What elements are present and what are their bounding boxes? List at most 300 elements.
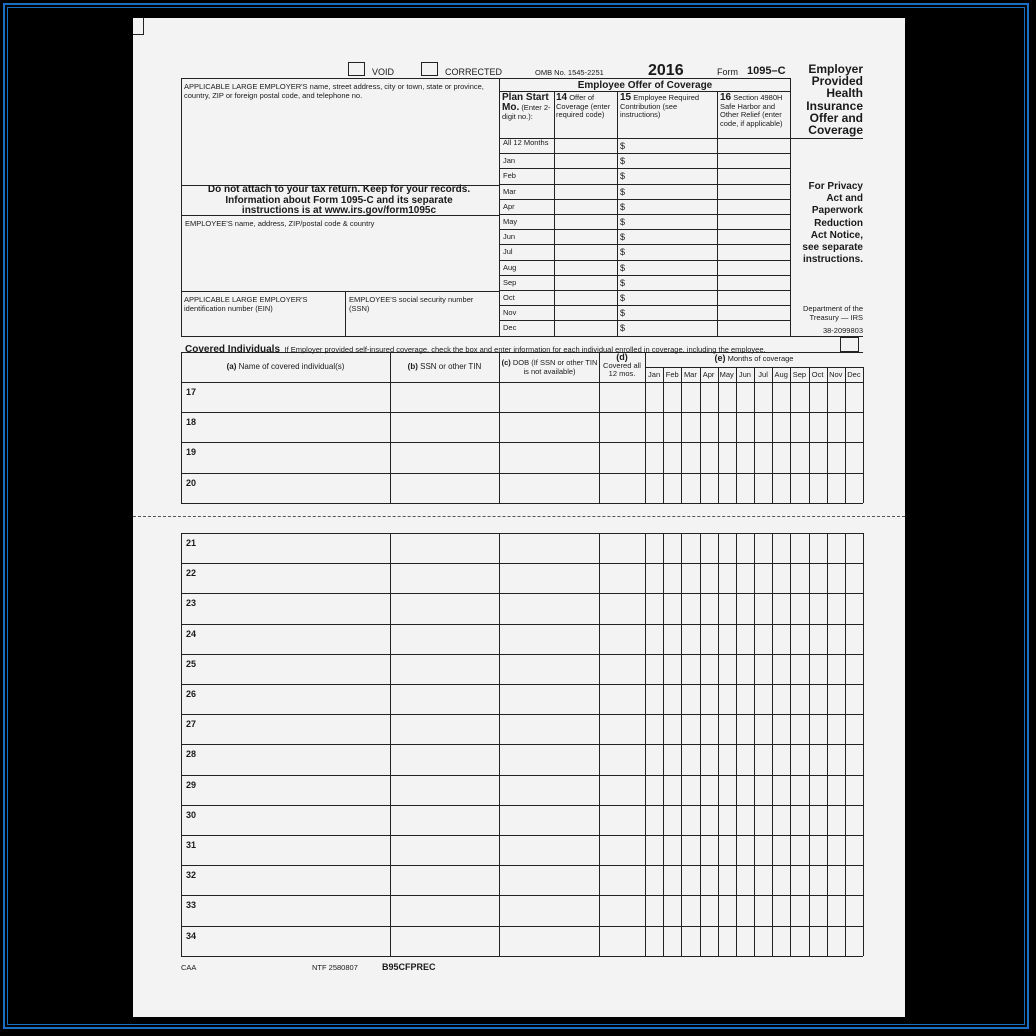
- line16-input-all-12-months[interactable]: [718, 139, 789, 152]
- month-checkbox-25-sep[interactable]: [791, 655, 807, 683]
- month-checkbox-27-jun[interactable]: [737, 715, 753, 743]
- month-checkbox-17-jun[interactable]: [737, 383, 753, 411]
- month-checkbox-20-jun[interactable]: [737, 474, 753, 502]
- covered-dob-input-25[interactable]: [500, 655, 598, 683]
- covered-name-input-30[interactable]: [182, 806, 390, 834]
- month-checkbox-23-feb[interactable]: [664, 594, 680, 622]
- month-checkbox-21-oct[interactable]: [810, 534, 826, 562]
- month-checkbox-19-apr[interactable]: [701, 443, 717, 471]
- month-checkbox-25-nov[interactable]: [828, 655, 844, 683]
- covered-all12-checkbox-20[interactable]: [600, 474, 644, 502]
- month-checkbox-18-jul[interactable]: [755, 413, 771, 441]
- month-checkbox-24-jul[interactable]: [755, 625, 771, 653]
- covered-name-input-28[interactable]: [182, 745, 390, 773]
- covered-name-input-34[interactable]: [182, 927, 390, 955]
- covered-ssn-input-29[interactable]: [391, 776, 498, 804]
- month-checkbox-19-jun[interactable]: [737, 443, 753, 471]
- month-checkbox-21-mar[interactable]: [682, 534, 698, 562]
- month-checkbox-34-sep[interactable]: [791, 927, 807, 955]
- month-checkbox-34-jan[interactable]: [646, 927, 662, 955]
- month-checkbox-25-apr[interactable]: [701, 655, 717, 683]
- line16-input-aug[interactable]: [718, 261, 789, 274]
- month-checkbox-28-may[interactable]: [719, 745, 735, 773]
- month-checkbox-27-may[interactable]: [719, 715, 735, 743]
- month-checkbox-23-apr[interactable]: [701, 594, 717, 622]
- line14-input-jul[interactable]: [555, 245, 616, 258]
- covered-all12-checkbox-22[interactable]: [600, 564, 644, 592]
- month-checkbox-33-dec[interactable]: [846, 896, 862, 924]
- month-checkbox-21-nov[interactable]: [828, 534, 844, 562]
- month-checkbox-26-jan[interactable]: [646, 685, 662, 713]
- covered-all12-checkbox-18[interactable]: [600, 413, 644, 441]
- line14-input-jan[interactable]: [555, 154, 616, 167]
- covered-ssn-input-27[interactable]: [391, 715, 498, 743]
- month-checkbox-26-oct[interactable]: [810, 685, 826, 713]
- month-checkbox-27-jul[interactable]: [755, 715, 771, 743]
- month-checkbox-29-mar[interactable]: [682, 776, 698, 804]
- month-checkbox-25-jan[interactable]: [646, 655, 662, 683]
- month-checkbox-20-may[interactable]: [719, 474, 735, 502]
- month-checkbox-24-apr[interactable]: [701, 625, 717, 653]
- month-checkbox-20-jul[interactable]: [755, 474, 771, 502]
- covered-all12-checkbox-27[interactable]: [600, 715, 644, 743]
- line15-input-aug[interactable]: [628, 261, 716, 274]
- month-checkbox-27-dec[interactable]: [846, 715, 862, 743]
- covered-dob-input-34[interactable]: [500, 927, 598, 955]
- line15-input-apr[interactable]: [628, 200, 716, 213]
- month-checkbox-22-oct[interactable]: [810, 564, 826, 592]
- month-checkbox-18-jan[interactable]: [646, 413, 662, 441]
- covered-all12-checkbox-31[interactable]: [600, 836, 644, 864]
- month-checkbox-23-mar[interactable]: [682, 594, 698, 622]
- month-checkbox-22-nov[interactable]: [828, 564, 844, 592]
- month-checkbox-18-oct[interactable]: [810, 413, 826, 441]
- month-checkbox-30-nov[interactable]: [828, 806, 844, 834]
- month-checkbox-20-mar[interactable]: [682, 474, 698, 502]
- month-checkbox-19-mar[interactable]: [682, 443, 698, 471]
- month-checkbox-17-feb[interactable]: [664, 383, 680, 411]
- covered-all12-checkbox-29[interactable]: [600, 776, 644, 804]
- line15-input-mar[interactable]: [628, 185, 716, 198]
- month-checkbox-23-oct[interactable]: [810, 594, 826, 622]
- month-checkbox-24-oct[interactable]: [810, 625, 826, 653]
- covered-dob-input-29[interactable]: [500, 776, 598, 804]
- month-checkbox-25-feb[interactable]: [664, 655, 680, 683]
- month-checkbox-20-nov[interactable]: [828, 474, 844, 502]
- month-checkbox-28-jun[interactable]: [737, 745, 753, 773]
- line16-input-dec[interactable]: [718, 321, 789, 334]
- month-checkbox-28-sep[interactable]: [791, 745, 807, 773]
- month-checkbox-32-may[interactable]: [719, 866, 735, 894]
- month-checkbox-27-sep[interactable]: [791, 715, 807, 743]
- covered-name-input-32[interactable]: [182, 866, 390, 894]
- line15-input-jul[interactable]: [628, 245, 716, 258]
- line16-input-sep[interactable]: [718, 276, 789, 289]
- month-checkbox-23-jan[interactable]: [646, 594, 662, 622]
- line14-input-nov[interactable]: [555, 306, 616, 319]
- month-checkbox-18-feb[interactable]: [664, 413, 680, 441]
- covered-ssn-input-24[interactable]: [391, 625, 498, 653]
- month-checkbox-17-nov[interactable]: [828, 383, 844, 411]
- covered-name-input-27[interactable]: [182, 715, 390, 743]
- covered-dob-input-32[interactable]: [500, 866, 598, 894]
- covered-name-input-33[interactable]: [182, 896, 390, 924]
- covered-ssn-input-32[interactable]: [391, 866, 498, 894]
- month-checkbox-34-dec[interactable]: [846, 927, 862, 955]
- month-checkbox-18-apr[interactable]: [701, 413, 717, 441]
- month-checkbox-19-nov[interactable]: [828, 443, 844, 471]
- month-checkbox-18-aug[interactable]: [773, 413, 789, 441]
- month-checkbox-24-mar[interactable]: [682, 625, 698, 653]
- covered-ssn-input-19[interactable]: [391, 443, 498, 471]
- covered-name-input-20[interactable]: [182, 474, 390, 502]
- line14-input-dec[interactable]: [555, 321, 616, 334]
- line15-input-oct[interactable]: [628, 291, 716, 304]
- month-checkbox-34-mar[interactable]: [682, 927, 698, 955]
- month-checkbox-29-aug[interactable]: [773, 776, 789, 804]
- month-checkbox-18-mar[interactable]: [682, 413, 698, 441]
- line16-input-jan[interactable]: [718, 154, 789, 167]
- month-checkbox-26-aug[interactable]: [773, 685, 789, 713]
- month-checkbox-29-nov[interactable]: [828, 776, 844, 804]
- covered-name-input-21[interactable]: [182, 534, 390, 562]
- covered-name-input-19[interactable]: [182, 443, 390, 471]
- month-checkbox-34-jun[interactable]: [737, 927, 753, 955]
- line16-input-nov[interactable]: [718, 306, 789, 319]
- covered-name-input-29[interactable]: [182, 776, 390, 804]
- month-checkbox-18-dec[interactable]: [846, 413, 862, 441]
- line14-input-aug[interactable]: [555, 261, 616, 274]
- month-checkbox-25-oct[interactable]: [810, 655, 826, 683]
- line15-input-all-12-months[interactable]: [628, 139, 716, 152]
- month-checkbox-30-jun[interactable]: [737, 806, 753, 834]
- month-checkbox-33-aug[interactable]: [773, 896, 789, 924]
- month-checkbox-33-jun[interactable]: [737, 896, 753, 924]
- month-checkbox-34-may[interactable]: [719, 927, 735, 955]
- covered-ssn-input-26[interactable]: [391, 685, 498, 713]
- month-checkbox-32-feb[interactable]: [664, 866, 680, 894]
- line16-input-may[interactable]: [718, 215, 789, 228]
- covered-all12-checkbox-33[interactable]: [600, 896, 644, 924]
- month-checkbox-23-sep[interactable]: [791, 594, 807, 622]
- month-checkbox-29-dec[interactable]: [846, 776, 862, 804]
- month-checkbox-24-sep[interactable]: [791, 625, 807, 653]
- covered-dob-input-18[interactable]: [500, 413, 598, 441]
- month-checkbox-24-may[interactable]: [719, 625, 735, 653]
- covered-dob-input-24[interactable]: [500, 625, 598, 653]
- month-checkbox-18-may[interactable]: [719, 413, 735, 441]
- covered-all12-checkbox-26[interactable]: [600, 685, 644, 713]
- month-checkbox-33-mar[interactable]: [682, 896, 698, 924]
- month-checkbox-32-jun[interactable]: [737, 866, 753, 894]
- month-checkbox-22-jul[interactable]: [755, 564, 771, 592]
- line14-input-all-12-months[interactable]: [555, 139, 616, 152]
- month-checkbox-32-nov[interactable]: [828, 866, 844, 894]
- month-checkbox-33-jul[interactable]: [755, 896, 771, 924]
- month-checkbox-28-jul[interactable]: [755, 745, 771, 773]
- line15-input-nov[interactable]: [628, 306, 716, 319]
- month-checkbox-31-sep[interactable]: [791, 836, 807, 864]
- month-checkbox-28-jan[interactable]: [646, 745, 662, 773]
- line14-input-oct[interactable]: [555, 291, 616, 304]
- month-checkbox-20-aug[interactable]: [773, 474, 789, 502]
- void-checkbox[interactable]: [348, 62, 365, 76]
- month-checkbox-25-aug[interactable]: [773, 655, 789, 683]
- month-checkbox-20-sep[interactable]: [791, 474, 807, 502]
- month-checkbox-30-may[interactable]: [719, 806, 735, 834]
- month-checkbox-29-feb[interactable]: [664, 776, 680, 804]
- month-checkbox-22-mar[interactable]: [682, 564, 698, 592]
- month-checkbox-33-apr[interactable]: [701, 896, 717, 924]
- month-checkbox-30-feb[interactable]: [664, 806, 680, 834]
- covered-dob-input-28[interactable]: [500, 745, 598, 773]
- month-checkbox-33-feb[interactable]: [664, 896, 680, 924]
- covered-ssn-input-25[interactable]: [391, 655, 498, 683]
- month-checkbox-17-aug[interactable]: [773, 383, 789, 411]
- month-checkbox-28-oct[interactable]: [810, 745, 826, 773]
- covered-dob-input-21[interactable]: [500, 534, 598, 562]
- month-checkbox-23-jun[interactable]: [737, 594, 753, 622]
- month-checkbox-28-mar[interactable]: [682, 745, 698, 773]
- line16-input-apr[interactable]: [718, 200, 789, 213]
- covered-ssn-input-21[interactable]: [391, 534, 498, 562]
- covered-all12-checkbox-34[interactable]: [600, 927, 644, 955]
- month-checkbox-30-sep[interactable]: [791, 806, 807, 834]
- month-checkbox-28-aug[interactable]: [773, 745, 789, 773]
- line15-input-jan[interactable]: [628, 154, 716, 167]
- month-checkbox-22-jun[interactable]: [737, 564, 753, 592]
- covered-ssn-input-28[interactable]: [391, 745, 498, 773]
- month-checkbox-17-dec[interactable]: [846, 383, 862, 411]
- month-checkbox-20-apr[interactable]: [701, 474, 717, 502]
- month-checkbox-34-feb[interactable]: [664, 927, 680, 955]
- month-checkbox-29-jun[interactable]: [737, 776, 753, 804]
- month-checkbox-21-may[interactable]: [719, 534, 735, 562]
- month-checkbox-31-dec[interactable]: [846, 836, 862, 864]
- month-checkbox-25-jul[interactable]: [755, 655, 771, 683]
- line16-input-jul[interactable]: [718, 245, 789, 258]
- month-checkbox-26-nov[interactable]: [828, 685, 844, 713]
- covered-dob-input-27[interactable]: [500, 715, 598, 743]
- month-checkbox-24-jan[interactable]: [646, 625, 662, 653]
- month-checkbox-32-dec[interactable]: [846, 866, 862, 894]
- month-checkbox-20-oct[interactable]: [810, 474, 826, 502]
- line15-input-sep[interactable]: [628, 276, 716, 289]
- line15-input-may[interactable]: [628, 215, 716, 228]
- month-checkbox-18-nov[interactable]: [828, 413, 844, 441]
- month-checkbox-27-oct[interactable]: [810, 715, 826, 743]
- covered-name-input-22[interactable]: [182, 564, 390, 592]
- month-checkbox-24-aug[interactable]: [773, 625, 789, 653]
- month-checkbox-34-jul[interactable]: [755, 927, 771, 955]
- covered-dob-input-19[interactable]: [500, 443, 598, 471]
- month-checkbox-21-jan[interactable]: [646, 534, 662, 562]
- month-checkbox-18-jun[interactable]: [737, 413, 753, 441]
- month-checkbox-23-dec[interactable]: [846, 594, 862, 622]
- covered-all12-checkbox-32[interactable]: [600, 866, 644, 894]
- month-checkbox-27-aug[interactable]: [773, 715, 789, 743]
- self-insured-checkbox[interactable]: [840, 337, 859, 352]
- month-checkbox-20-feb[interactable]: [664, 474, 680, 502]
- month-checkbox-25-dec[interactable]: [846, 655, 862, 683]
- covered-all12-checkbox-19[interactable]: [600, 443, 644, 471]
- month-checkbox-34-nov[interactable]: [828, 927, 844, 955]
- month-checkbox-27-jan[interactable]: [646, 715, 662, 743]
- month-checkbox-19-jul[interactable]: [755, 443, 771, 471]
- month-checkbox-29-sep[interactable]: [791, 776, 807, 804]
- line16-input-oct[interactable]: [718, 291, 789, 304]
- line14-input-feb[interactable]: [555, 169, 616, 182]
- month-checkbox-20-jan[interactable]: [646, 474, 662, 502]
- month-checkbox-26-apr[interactable]: [701, 685, 717, 713]
- month-checkbox-32-apr[interactable]: [701, 866, 717, 894]
- covered-all12-checkbox-30[interactable]: [600, 806, 644, 834]
- covered-ssn-input-33[interactable]: [391, 896, 498, 924]
- line16-input-mar[interactable]: [718, 185, 789, 198]
- covered-dob-input-31[interactable]: [500, 836, 598, 864]
- month-checkbox-27-mar[interactable]: [682, 715, 698, 743]
- month-checkbox-28-feb[interactable]: [664, 745, 680, 773]
- covered-ssn-input-20[interactable]: [391, 474, 498, 502]
- month-checkbox-17-oct[interactable]: [810, 383, 826, 411]
- month-checkbox-29-apr[interactable]: [701, 776, 717, 804]
- month-checkbox-22-apr[interactable]: [701, 564, 717, 592]
- covered-name-input-23[interactable]: [182, 594, 390, 622]
- month-checkbox-34-aug[interactable]: [773, 927, 789, 955]
- month-checkbox-31-may[interactable]: [719, 836, 735, 864]
- month-checkbox-19-feb[interactable]: [664, 443, 680, 471]
- month-checkbox-27-feb[interactable]: [664, 715, 680, 743]
- covered-ssn-input-31[interactable]: [391, 836, 498, 864]
- month-checkbox-22-jan[interactable]: [646, 564, 662, 592]
- month-checkbox-34-apr[interactable]: [701, 927, 717, 955]
- month-checkbox-27-nov[interactable]: [828, 715, 844, 743]
- month-checkbox-32-jul[interactable]: [755, 866, 771, 894]
- month-checkbox-24-jun[interactable]: [737, 625, 753, 653]
- month-checkbox-24-nov[interactable]: [828, 625, 844, 653]
- month-checkbox-28-dec[interactable]: [846, 745, 862, 773]
- month-checkbox-21-sep[interactable]: [791, 534, 807, 562]
- month-checkbox-21-jul[interactable]: [755, 534, 771, 562]
- covered-ssn-input-17[interactable]: [391, 383, 498, 411]
- month-checkbox-17-jan[interactable]: [646, 383, 662, 411]
- month-checkbox-29-jan[interactable]: [646, 776, 662, 804]
- month-checkbox-33-oct[interactable]: [810, 896, 826, 924]
- month-checkbox-19-aug[interactable]: [773, 443, 789, 471]
- month-checkbox-23-aug[interactable]: [773, 594, 789, 622]
- line15-input-jun[interactable]: [628, 230, 716, 243]
- month-checkbox-25-mar[interactable]: [682, 655, 698, 683]
- covered-ssn-input-30[interactable]: [391, 806, 498, 834]
- month-checkbox-26-mar[interactable]: [682, 685, 698, 713]
- month-checkbox-33-jan[interactable]: [646, 896, 662, 924]
- covered-name-input-31[interactable]: [182, 836, 390, 864]
- line14-input-may[interactable]: [555, 215, 616, 228]
- month-checkbox-28-nov[interactable]: [828, 745, 844, 773]
- line16-input-jun[interactable]: [718, 230, 789, 243]
- covered-ssn-input-22[interactable]: [391, 564, 498, 592]
- month-checkbox-33-sep[interactable]: [791, 896, 807, 924]
- line16-input-feb[interactable]: [718, 169, 789, 182]
- month-checkbox-21-dec[interactable]: [846, 534, 862, 562]
- line15-input-dec[interactable]: [628, 321, 716, 334]
- month-checkbox-32-oct[interactable]: [810, 866, 826, 894]
- covered-dob-input-17[interactable]: [500, 383, 598, 411]
- covered-name-input-25[interactable]: [182, 655, 390, 683]
- month-checkbox-23-nov[interactable]: [828, 594, 844, 622]
- month-checkbox-17-jul[interactable]: [755, 383, 771, 411]
- month-checkbox-17-apr[interactable]: [701, 383, 717, 411]
- covered-dob-input-20[interactable]: [500, 474, 598, 502]
- month-checkbox-30-jan[interactable]: [646, 806, 662, 834]
- month-checkbox-31-aug[interactable]: [773, 836, 789, 864]
- month-checkbox-31-mar[interactable]: [682, 836, 698, 864]
- covered-all12-checkbox-24[interactable]: [600, 625, 644, 653]
- month-checkbox-21-apr[interactable]: [701, 534, 717, 562]
- month-checkbox-19-sep[interactable]: [791, 443, 807, 471]
- line14-input-jun[interactable]: [555, 230, 616, 243]
- month-checkbox-27-apr[interactable]: [701, 715, 717, 743]
- month-checkbox-28-apr[interactable]: [701, 745, 717, 773]
- month-checkbox-30-oct[interactable]: [810, 806, 826, 834]
- month-checkbox-32-jan[interactable]: [646, 866, 662, 894]
- covered-name-input-18[interactable]: [182, 413, 390, 441]
- month-checkbox-30-dec[interactable]: [846, 806, 862, 834]
- covered-all12-checkbox-17[interactable]: [600, 383, 644, 411]
- month-checkbox-31-jun[interactable]: [737, 836, 753, 864]
- month-checkbox-31-apr[interactable]: [701, 836, 717, 864]
- covered-all12-checkbox-28[interactable]: [600, 745, 644, 773]
- month-checkbox-29-may[interactable]: [719, 776, 735, 804]
- covered-ssn-input-18[interactable]: [391, 413, 498, 441]
- month-checkbox-33-may[interactable]: [719, 896, 735, 924]
- month-checkbox-31-feb[interactable]: [664, 836, 680, 864]
- line14-input-mar[interactable]: [555, 185, 616, 198]
- month-checkbox-31-jan[interactable]: [646, 836, 662, 864]
- covered-dob-input-22[interactable]: [500, 564, 598, 592]
- month-checkbox-30-apr[interactable]: [701, 806, 717, 834]
- month-checkbox-26-feb[interactable]: [664, 685, 680, 713]
- month-checkbox-20-dec[interactable]: [846, 474, 862, 502]
- line15-input-feb[interactable]: [628, 169, 716, 182]
- month-checkbox-17-sep[interactable]: [791, 383, 807, 411]
- covered-all12-checkbox-21[interactable]: [600, 534, 644, 562]
- month-checkbox-30-jul[interactable]: [755, 806, 771, 834]
- covered-name-input-26[interactable]: [182, 685, 390, 713]
- covered-dob-input-30[interactable]: [500, 806, 598, 834]
- covered-dob-input-26[interactable]: [500, 685, 598, 713]
- corrected-checkbox[interactable]: [421, 62, 438, 76]
- line14-input-apr[interactable]: [555, 200, 616, 213]
- month-checkbox-23-jul[interactable]: [755, 594, 771, 622]
- covered-dob-input-23[interactable]: [500, 594, 598, 622]
- line14-input-sep[interactable]: [555, 276, 616, 289]
- month-checkbox-19-dec[interactable]: [846, 443, 862, 471]
- month-checkbox-26-may[interactable]: [719, 685, 735, 713]
- month-checkbox-21-aug[interactable]: [773, 534, 789, 562]
- month-checkbox-22-aug[interactable]: [773, 564, 789, 592]
- month-checkbox-33-nov[interactable]: [828, 896, 844, 924]
- month-checkbox-29-oct[interactable]: [810, 776, 826, 804]
- month-checkbox-25-jun[interactable]: [737, 655, 753, 683]
- month-checkbox-26-sep[interactable]: [791, 685, 807, 713]
- month-checkbox-23-may[interactable]: [719, 594, 735, 622]
- month-checkbox-29-jul[interactable]: [755, 776, 771, 804]
- month-checkbox-22-may[interactable]: [719, 564, 735, 592]
- month-checkbox-19-oct[interactable]: [810, 443, 826, 471]
- covered-name-input-24[interactable]: [182, 625, 390, 653]
- month-checkbox-26-jun[interactable]: [737, 685, 753, 713]
